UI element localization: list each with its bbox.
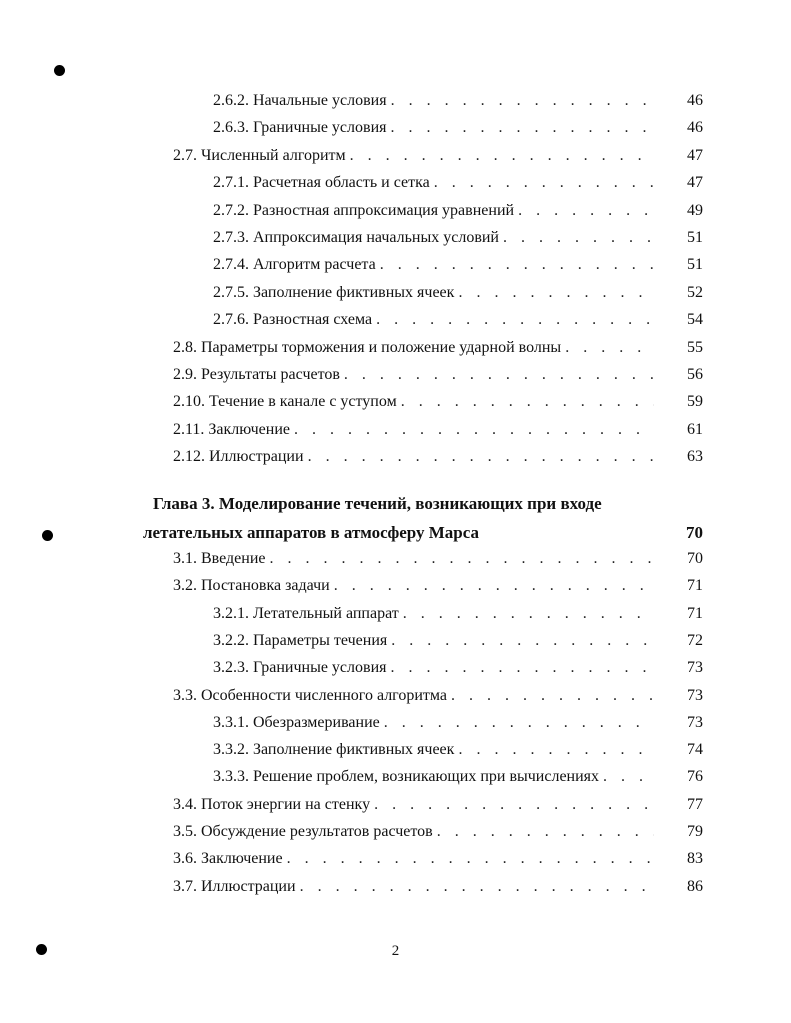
toc-entry [173,574,660,598]
toc-entry-page-number: 49 [687,201,703,219]
toc-entry [173,144,660,168]
dot-leader [374,793,654,817]
toc-entry-page-number: 71 [687,577,703,595]
toc-entry-label: 2.7.1. Расчетная область и сетка [213,174,430,192]
page-number-footer: 2 [391,943,400,959]
toc-entry [173,336,660,360]
toc-entry-page-number: 63 [687,448,703,466]
dot-leader [344,363,654,387]
toc-entry-page-number: 47 [687,174,703,192]
toc-entry-page-number: 73 [687,659,703,677]
chapter-3-heading [143,489,703,547]
dot-leader [458,738,654,762]
dot-leader [308,445,654,469]
dot-leader [391,656,655,680]
dot-leader [603,765,654,789]
toc-entry-label: 3.3. Особенности численного алгоритма [173,686,448,704]
toc-entry-label: 2.9. Результаты расчетов [173,366,340,383]
dot-leader [565,336,654,360]
toc-entry [173,418,660,442]
punch-hole-mark [42,530,53,541]
toc-entry-page-number: 83 [687,850,703,868]
toc-entry-label: 2.7.4. Алгоритм расчета [213,256,376,274]
toc-entry-page-number: 56 [687,366,703,383]
toc-entry [213,226,660,250]
dot-leader [391,89,654,113]
toc-entry-label: 3.3.2. Заполнение фиктивных ячеек [213,741,455,759]
toc-entry-page-number: 73 [687,686,703,704]
dot-leader [350,144,654,168]
toc-entry [173,445,660,469]
toc-entry [213,253,660,277]
toc-entry-label: 3.3.1. Обезразмеривание [213,713,380,731]
dot-leader [391,629,654,653]
toc-entry [173,793,660,817]
toc-entry [173,847,660,871]
toc-entry [173,820,660,844]
dot-leader [451,684,654,708]
toc-entry-page-number: 52 [687,283,703,301]
dot-leader [391,116,655,140]
toc-entry-page-number: 77 [687,795,703,813]
toc-entry-label: 2.7.6. Разностная схема [213,311,373,329]
toc-entry-label: 3.7. Иллюстрации [173,877,296,895]
toc-entry [173,390,660,414]
toc-entry [213,765,660,789]
toc-entry [213,199,660,223]
toc-entry-page-number: 76 [687,768,703,786]
toc-entry-label: 3.2.3. Граничные условия [213,659,387,677]
toc-entry [213,629,660,653]
toc-entry-label: 3.4. Поток энергии на стенку [173,795,371,813]
dot-leader [270,547,655,571]
toc-entry-page-number: 46 [687,92,703,109]
toc-entry-label: 3.5. Обсуждение результатов расчетов [173,823,433,840]
toc-entry [213,656,660,680]
dot-leader [403,602,654,626]
dot-leader [294,418,654,442]
dot-leader [380,253,654,277]
toc-entry-label: 2.6.2. Начальные условия [213,92,387,109]
toc-entry-label: 3.6. Заключение [173,850,283,868]
toc-entry-page-number: 86 [687,877,703,895]
toc-entry-label: 3.2. Постановка задачи [173,577,330,595]
dot-leader [437,820,654,844]
toc-entry-page-number: 55 [687,338,703,356]
toc-entry-page-number: 72 [687,631,703,649]
toc-entry-label: 2.7.3. Аппроксимация начальных условий [213,229,499,246]
dot-leader [376,308,654,332]
toc-entry-page-number: 73 [687,713,703,731]
toc-entry-label: 2.7.5. Заполнение фиктивных ячеек [213,283,455,301]
toc-entry-label: 2.6.3. Граничные условия [213,119,387,137]
toc-entry-label: 2.10. Течение в канале с уступом [173,393,397,411]
chapter-page-number: 70 [686,523,703,542]
toc-entry-page-number: 70 [687,550,703,567]
toc-entry [213,89,660,113]
toc-entry-page-number: 74 [687,741,703,759]
chapter-title-line-2: летательных аппаратов в атмосферу Марса [143,523,480,542]
toc-entry-label: 3.2.1. Летательный аппарат [213,604,399,622]
toc-entry-page-number: 51 [687,256,703,274]
toc-entry-page-number: 54 [687,311,703,329]
toc-entry-label: 2.12. Иллюстрации [173,448,304,466]
chapter-title-line-1: Глава 3. Моделирование течений, возникающих при входе [153,494,602,513]
toc-entry-page-number: 46 [687,119,703,137]
toc-entry-page-number: 59 [687,393,703,411]
dot-leader [503,226,654,250]
dot-leader [401,390,654,414]
dot-leader [334,574,654,598]
toc-entry [173,547,660,571]
dot-leader [518,199,654,223]
toc-entry-page-number: 51 [687,229,703,246]
toc-entry [213,738,660,762]
toc-entry-page-number: 79 [687,823,703,840]
toc-entry [213,602,660,626]
toc-entry [213,171,660,195]
toc-entry [173,875,660,899]
toc-entry [213,308,660,332]
toc-entry-label: 2.11. Заключение [173,420,290,438]
toc-entry-page-number: 71 [687,604,703,622]
toc-entry-label: 2.7. Численный алгоритм [173,146,346,164]
toc-entry-page-number: 61 [687,420,703,438]
toc-entry [213,116,660,140]
dot-leader [458,281,654,305]
toc-entry-page-number: 47 [687,146,703,164]
toc-entry [173,363,660,387]
punch-hole-mark [54,65,65,76]
toc-entry-label: 2.7.2. Разностная аппроксимация уравнений [213,201,515,219]
dot-leader [287,847,654,871]
dot-leader [384,711,654,735]
toc-entry-label: 3.1. Введение [173,550,266,567]
dot-leader [434,171,654,195]
toc-entry-label: 2.8. Параметры торможения и положение ударной волны [173,338,562,356]
dot-leader [300,875,654,899]
toc-entry-label: 3.2.2. Параметры течения [213,631,388,649]
toc-entry [213,711,660,735]
toc-entry [173,684,660,708]
toc-entry [213,281,660,305]
toc-entry-label: 3.3.3. Решение проблем, возникающих при вычислениях [213,768,600,786]
